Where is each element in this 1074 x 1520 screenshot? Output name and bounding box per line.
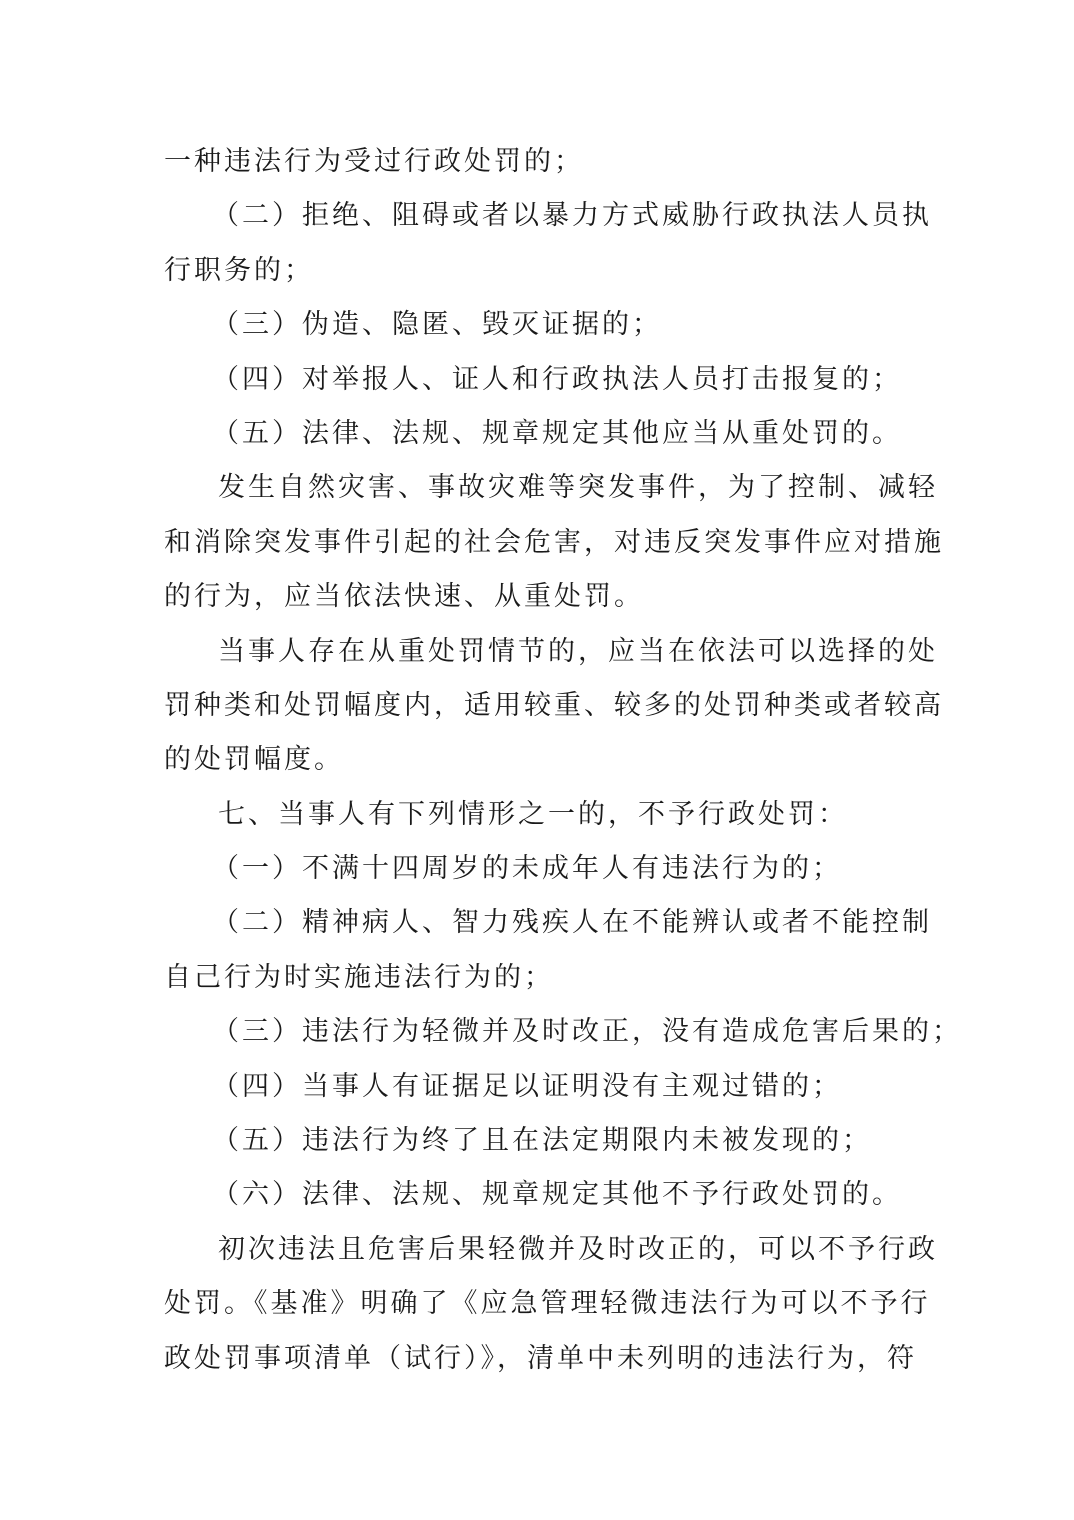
text-line: 七、当事人有下列情形之一的，不予行政处罚： xyxy=(218,798,848,830)
text-line: （二）精神病人、智力残疾人在不能辨认或者不能控制 xyxy=(212,907,932,939)
text-line: 初次违法且危害后果轻微并及时改正的，可以不予行政 xyxy=(218,1233,938,1265)
text-line: 政处罚事项清单（试行）》，清单中未列明的违法行为，符 xyxy=(164,1342,917,1374)
text-line: （六）法律、法规、规章规定其他不予行政处罚的。 xyxy=(212,1179,902,1211)
text-line: 的行为，应当依法快速、从重处罚。 xyxy=(164,581,644,613)
text-line: （三）违法行为轻微并及时改正，没有造成危害后果的； xyxy=(212,1016,962,1048)
text-line: 的处罚幅度。 xyxy=(164,744,344,776)
text-line: （四）对举报人、证人和行政执法人员打击报复的； xyxy=(212,363,902,395)
text-line: （一）不满十四周岁的未成年人有违法行为的； xyxy=(212,853,842,885)
text-line: （五）法律、法规、规章规定其他应当从重处罚的。 xyxy=(212,417,902,449)
text-line: 处罚。《基准》明确了《应急管理轻微违法行为可以不予行 xyxy=(164,1288,931,1320)
text-line: （五）违法行为终了且在法定期限内未被发现的； xyxy=(212,1125,872,1157)
text-line: 一种违法行为受过行政处罚的； xyxy=(164,146,584,177)
text-line: 发生自然灾害、事故灾难等突发事件，为了控制、减轻 xyxy=(218,472,938,504)
text-line: 行职务的； xyxy=(164,254,314,286)
text-line: 自己行为时实施违法行为的； xyxy=(164,961,554,993)
text-line: （四）当事人有证据足以证明没有主观过错的； xyxy=(212,1070,842,1102)
text-line: （三）伪造、隐匿、毁灭证据的； xyxy=(212,309,662,341)
text-line: 罚种类和处罚幅度内，适用较重、较多的处罚种类或者较高 xyxy=(164,689,944,721)
text-line: 当事人存在从重处罚情节的，应当在依法可以选择的处 xyxy=(218,635,938,667)
text-line: （二）拒绝、阻碍或者以暴力方式威胁行政执法人员执 xyxy=(212,200,932,232)
text-line: 和消除突发事件引起的社会危害，对违反突发事件应对措施 xyxy=(164,526,944,558)
document-body xyxy=(164,135,962,1386)
